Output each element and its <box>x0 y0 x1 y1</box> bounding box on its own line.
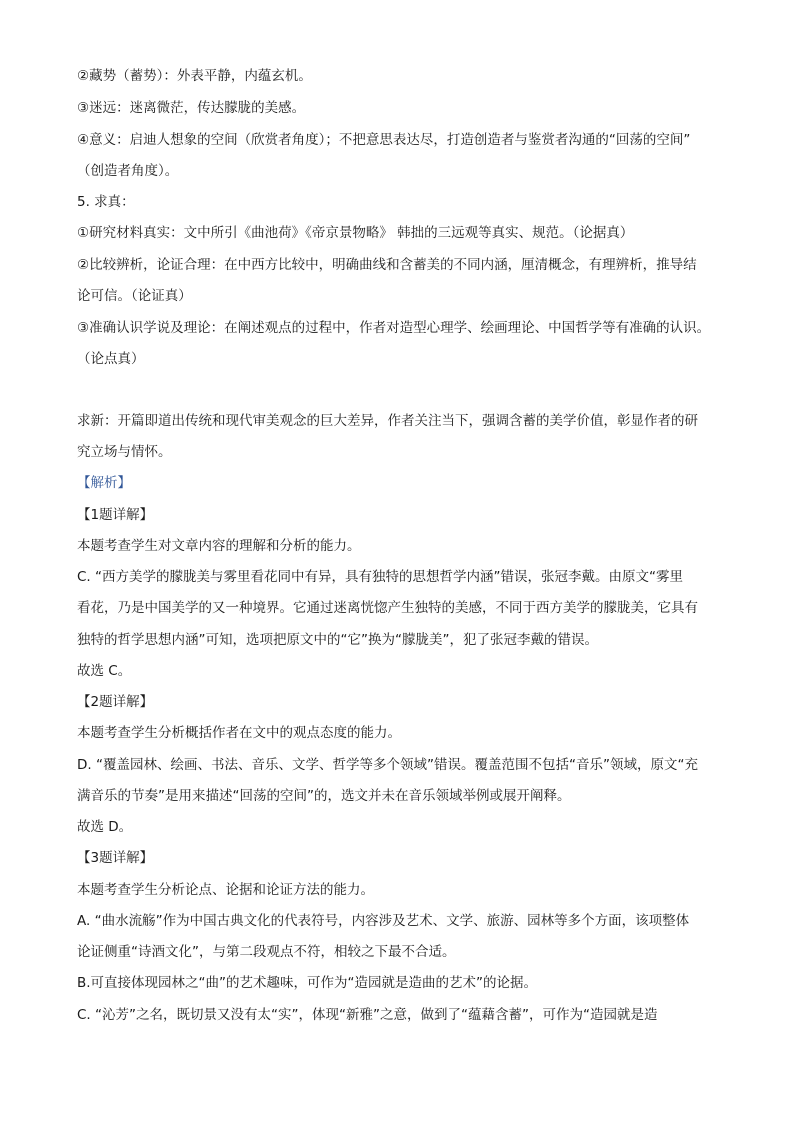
text-line: C. “沁芳”之名，既切景又没有太“实”，体现“新雅”之意，做到了“蕴藉含蓄”，可作为“造园就是造 <box>77 1007 658 1023</box>
text-line: B.可直接体现园林之“曲”的艺术趣味，可作为“造园就是造曲的艺术”的论据。 <box>77 975 538 991</box>
question-heading: 【2题详解】 <box>77 694 154 710</box>
text-line: 本题考查学生分析概括作者在文中的观点态度的能力。 <box>77 725 401 741</box>
text-line: A. “曲水流觞”作为中国古典文化的代表符号，内容涉及艺术、文学、旅游、园林等多个方面，该项整体 <box>77 913 690 929</box>
text-line: ②藏势（蓄势）：外表平静，内蕴玄机。 <box>77 68 312 84</box>
text-line: 满音乐的节奏”是用来描述“回荡的空间”的，选文并未在音乐领域举例或展开阐释。 <box>77 788 571 804</box>
text-line: ③迷远：迷离微茫，传达朦胧的美感。 <box>77 100 306 116</box>
text-line: 论可信。（论证真） <box>77 288 192 304</box>
analysis-heading: 【解析】 <box>77 475 131 491</box>
text-line: 究立场与情怀。 <box>77 444 172 460</box>
text-line: （创造者角度）。 <box>77 163 179 179</box>
text-line: 本题考查学生对文章内容的理解和分析的能力。 <box>77 538 361 554</box>
text-line: 论证侧重“诗酒文化”，与第二段观点不符，相较之下最不合适。 <box>77 944 456 960</box>
text-line: ③准确认识学说及理论：在阐述观点的过程中，作者对造型心理学、绘画理论、中国哲学等有准确的认识。 <box>77 320 711 336</box>
section-heading: 5. 求真： <box>77 194 135 210</box>
text-line: 求新：开篇即道出传统和现代审美观念的巨大差异，作者关注当下，强调含蓄的美学价值，彰显作者的研 <box>77 413 698 429</box>
text-line: 看花，乃是中国美学的又一种境界。它通过迷离恍惚产生独特的美感，不同于西方美学的朦胧美，它具有 <box>77 600 698 616</box>
text-line: 独特的哲学思想内涵”可知，选项把原文中的“它”换为“朦胧美”，犯了张冠李戴的错误。 <box>77 632 598 648</box>
text-line: ②比较辨析，论证合理：在中西方比较中，明确曲线和含蓄美的不同内涵，厘清概念，有理辨析，推导结 <box>77 257 697 273</box>
text-line: 本题考查学生分析论点、论据和论证方法的能力。 <box>77 882 374 898</box>
text-line: ①研究材料真实：文中所引《曲池荷》《帝京景物略》 韩拙的三远观等真实、规范。（论据真） <box>77 225 634 241</box>
text-line: （论点真） <box>77 351 145 367</box>
answer-line: 故选 D。 <box>77 819 133 835</box>
question-heading: 【1题详解】 <box>77 507 154 523</box>
text-line: D. “覆盖园林、绘画、书法、音乐、文学、哲学等多个领域”错误。覆盖范围不包括“音乐”领域，原文“充 <box>77 757 698 773</box>
text-line: ④意义：启迪人想象的空间（欣赏者角度）；不把意思表达尽，打造创造者与鉴赏者沟通的“回荡的空间” <box>77 132 691 148</box>
text-line: C. “西方美学的朦胧美与雾里看花同中有异，具有独特的思想哲学内涵”错误，张冠李戴。由原文“雾里 <box>77 569 683 585</box>
question-heading: 【3题详解】 <box>77 850 154 866</box>
answer-line: 故选 C。 <box>77 663 132 679</box>
